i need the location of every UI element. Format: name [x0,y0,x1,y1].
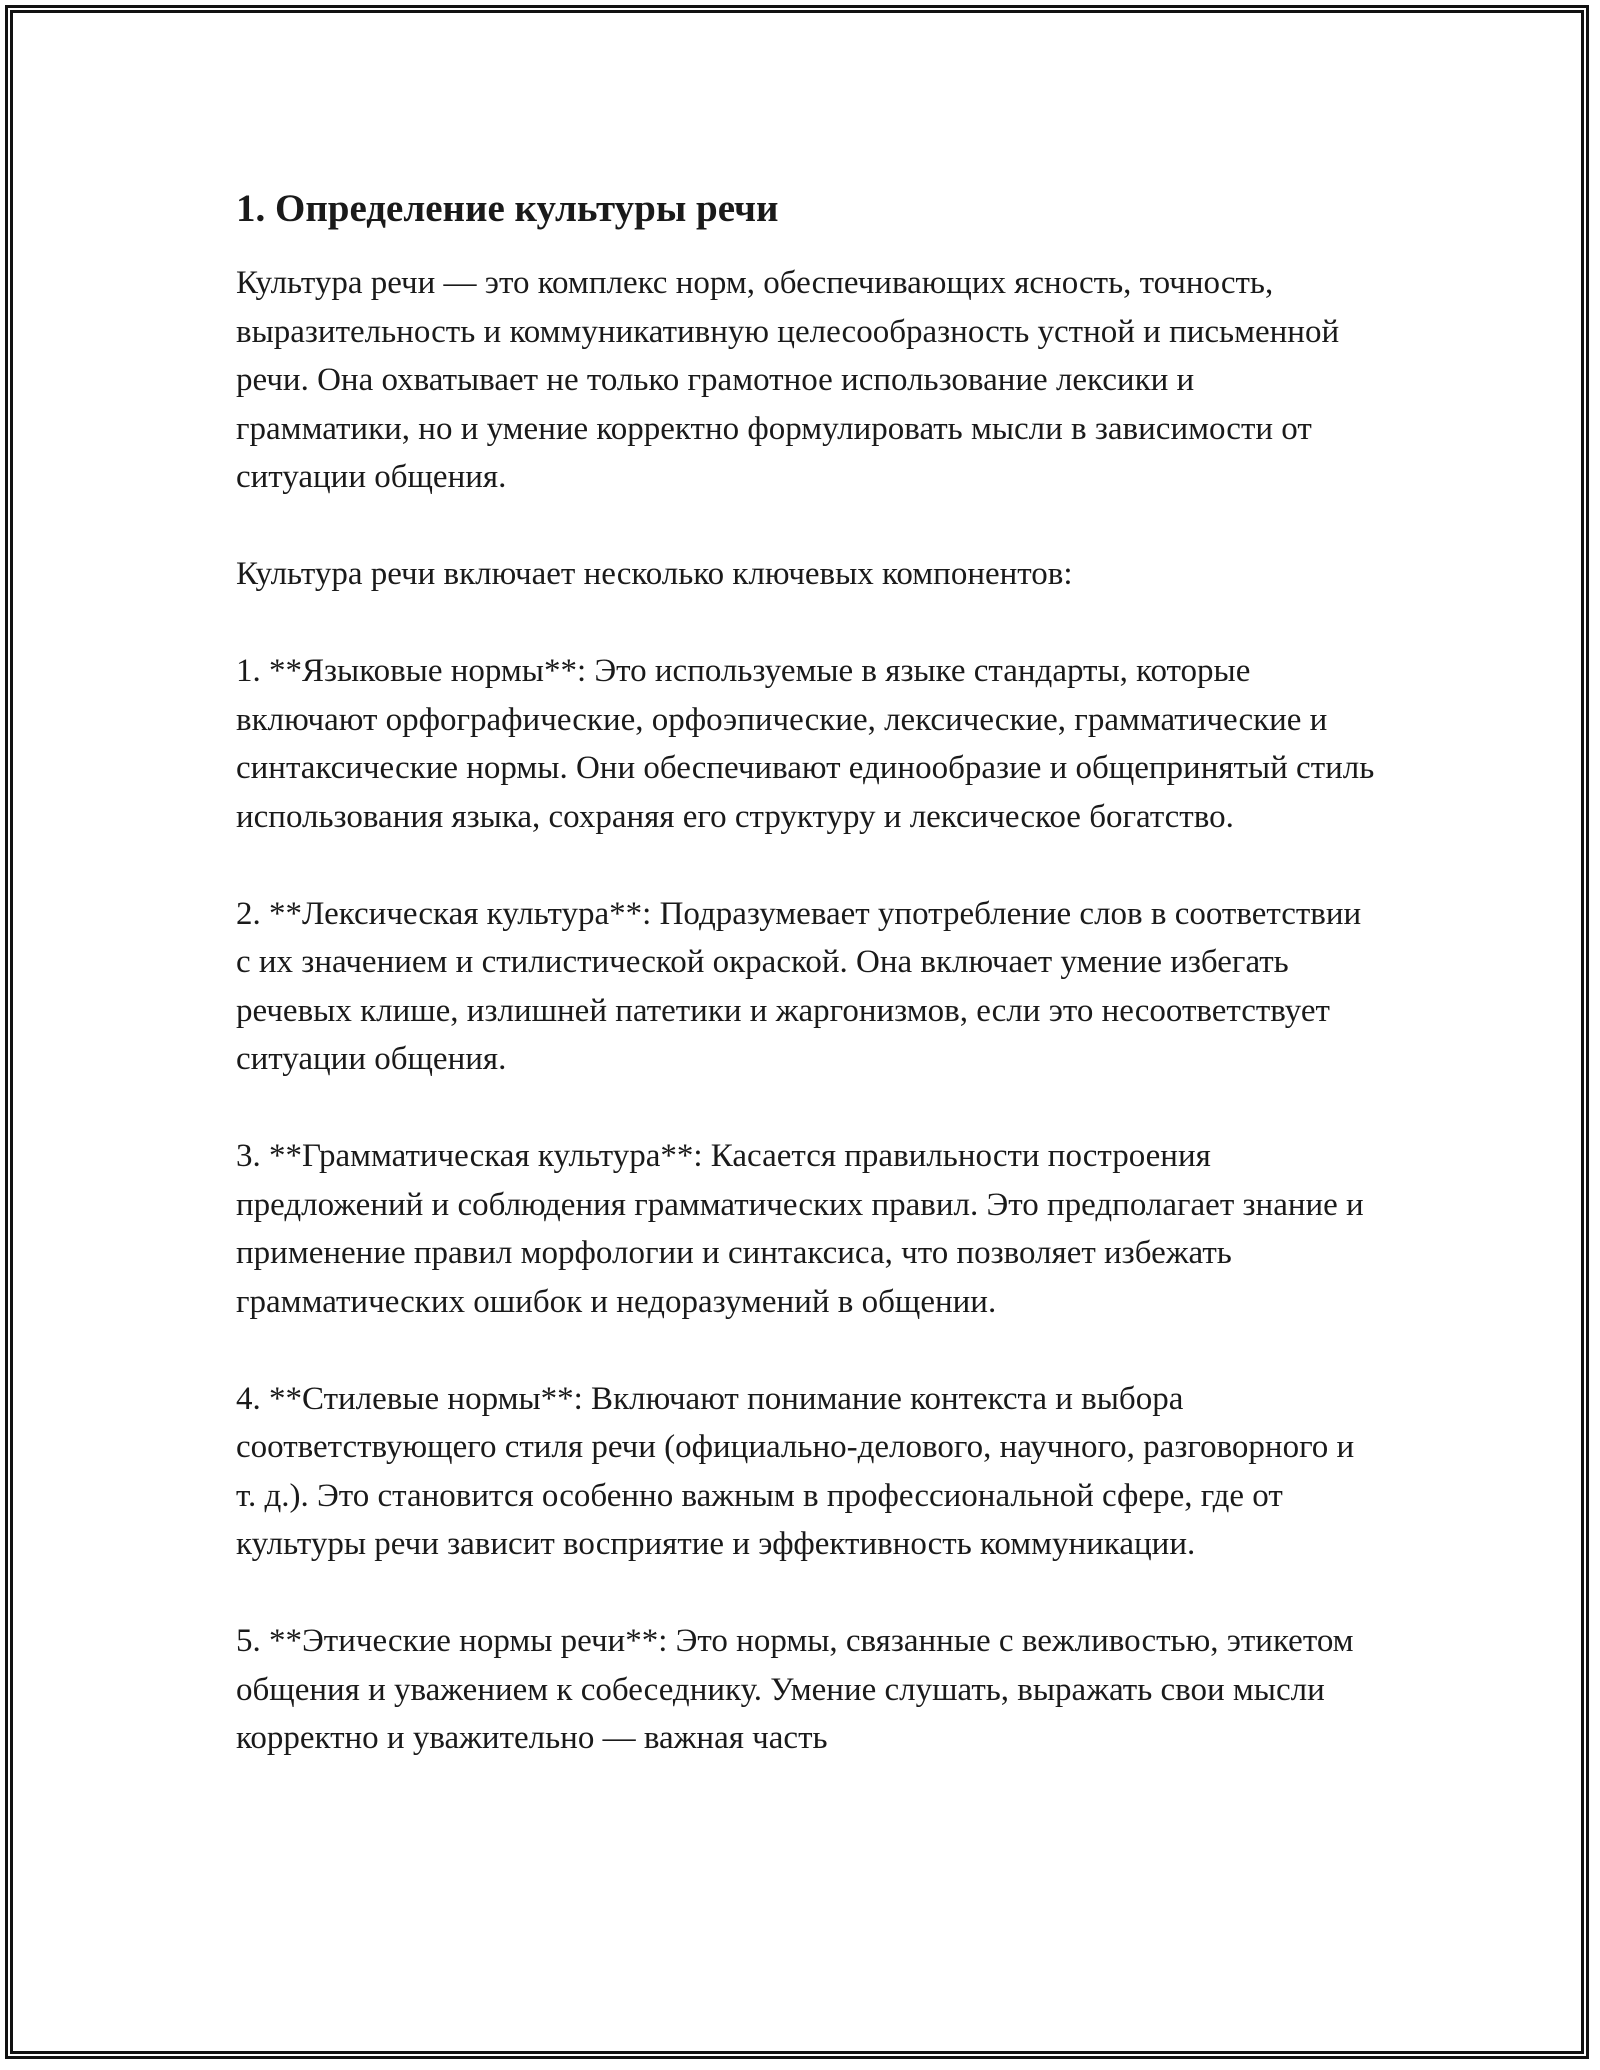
list-item-ethical-norms: 5. **Этические нормы речи**: Это нормы, связанные с вежливостью, этикетом общения и уважением к собеседнику. Умение слушать, выражать свои мысли корректно и уважительно — важная часть [236,1623,1354,1756]
document-title: 1. Определение культуры речи [236,187,779,230]
list-item-lexical-culture: 2. **Лексическая культура**: Подразумевает употребление слов в соответствии с их значением и стилистической окраской. Она включает умение избегать речевых клише, излишней патетики и жаргонизмов, если это несоответствует ситуации общения. [236,895,1362,1077]
list-item-grammar-culture: 3. **Грамматическая культура**: Касается правильности построения предложений и соблюдения грамматических правил. Это предполагает знание и применение правил морфологии и синтаксиса, что позволяет избежать грамматических ошибок и недоразумений в общении. [236,1138,1364,1320]
document-page [236,185,1376,1763]
paragraph-components-intro: Культура речи включает несколько ключевых компонентов: [236,556,1073,592]
paragraph-definition: Культура речи — это комплекс норм, обеспечивающих ясность, точность, выразительность и коммуникативную целесообразность устной и письменной речи. Она охватывает не только грамотное использование лексики и грамматики, но и умение корректно формулировать мысли в зависимости от ситуации общения. [236,265,1340,495]
list-item-language-norms: 1. **Языковые нормы**: Это используемые в языке стандарты, которые включают орфографические, орфоэпические, лексические, грамматические и синтаксические нормы. Они обеспечивают единообразие и общепринятый стиль использования языка, сохраняя его структуру и лексическое богатство. [236,653,1375,835]
list-item-style-norms: 4. **Стилевые нормы**: Включают понимание контекста и выбора соответствующего стиля речи (официально-делового, научного, разговорного и т. д.). Это становится особенно важным в профессиональной сфере, где от культуры речи зависит восприятие и эффективность коммуникации. [236,1380,1355,1562]
